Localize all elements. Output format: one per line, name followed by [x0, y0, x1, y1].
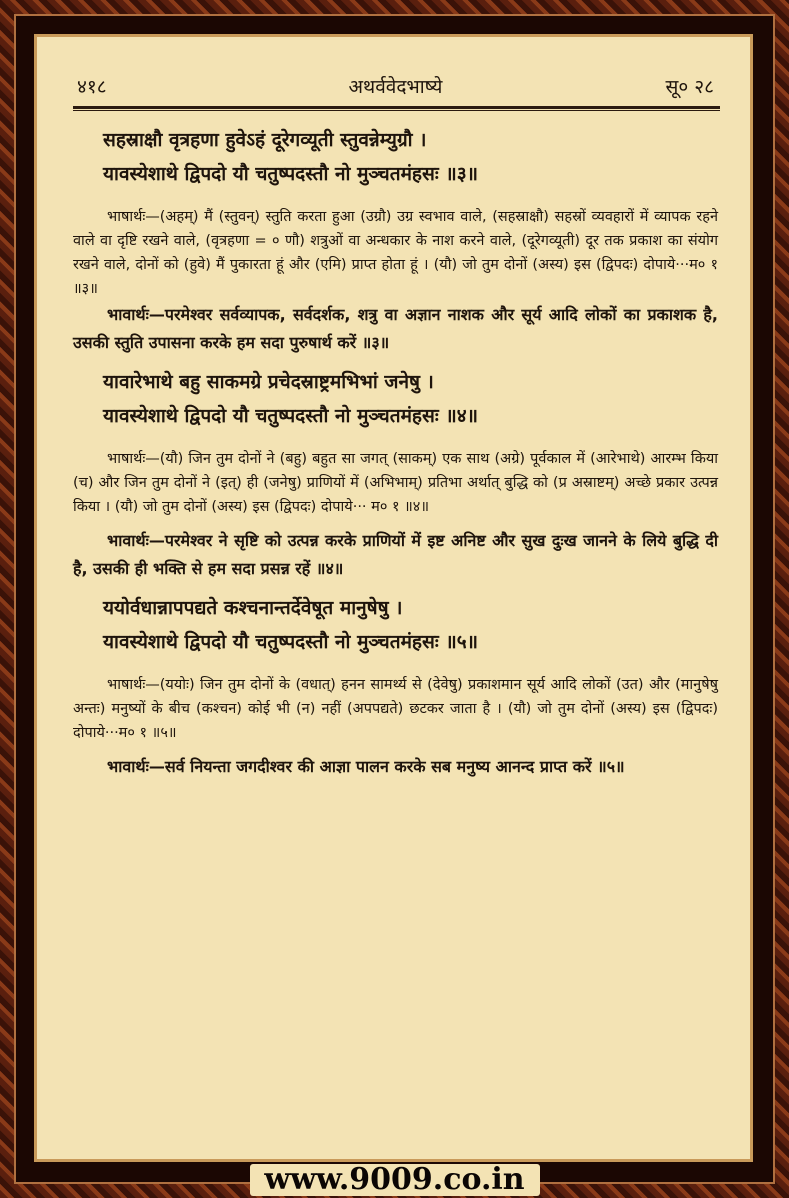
verse-5-line-1: ययोर्वधान्नापपद्यते कश्चनान्तर्देवेषूत मानुषेषु ।: [103, 597, 403, 619]
verse-4-line-1: यावारेभाथे बहु साकमग्रे प्रचेदस्राष्ट्रमभिभां जनेषु ।: [103, 371, 434, 393]
section-number: सू० २८: [665, 76, 714, 98]
book-page: [34, 34, 753, 1162]
page-number: ४१८: [77, 76, 107, 98]
translation-5: भाषार्थः—(ययोः) जिन तुम दोनों के (वधात्) हनन सामर्थ्य से (देवेषु) प्रकाशमान सूर्य आदि लोकों (उत) और (मानुषेषु अन्तः) मनुष्यों के बीच (कश्चन) कोई भी (न) नहीं (अपपद्यते) छटकर जाता है । (यौ) जो तुम दोनों (अस्य) इस (द्विपदः) दोपाये···म० १ ॥५॥: [73, 677, 718, 741]
page-body: [73, 123, 718, 781]
translation-3: भाषार्थः—(अहम्) मैं (स्तुवन्) स्तुति करता हुआ (उग्रौ) उग्र स्वभाव वाले, (सहस्राक्षौ) सहस्रों व्यवहारों में व्यापक रहने वाले वा दृष्टि रखने वाले, (वृत्रहणा = ० णौ) शत्रुओं वा अन्धकार के नाश करने वाले, (दूरेगव्यूती) दूर तक प्रकाश का संयोग रखने वाले, दोनों को (हुवे) मैं पुकारता हूं और (एमि) प्राप्त होता हूं । (यौ) जो तुम दोनों (अस्य) इस (द्विपदः) दोपाये···म० १ ॥३॥: [73, 209, 718, 297]
verse-4-line-2: यावस्येशाथे द्विपदो यौ चतुष्पदस्तौ नो मुञ्चतमंहसः ॥४॥: [103, 405, 478, 427]
meaning-5: भावार्थः—सर्व नियन्ता जगदीश्वर की आज्ञा पालन करके सब मनुष्य आनन्द प्राप्त करें ॥५॥: [107, 757, 625, 776]
book-title: अथर्ववेदभाष्ये: [348, 76, 443, 98]
website-watermark[interactable]: www.9009.co.in: [264, 1162, 525, 1197]
header-rule-thin: [73, 110, 720, 111]
verse-3-line-1: सहस्राक्षौ वृत्रहणा हुवेऽहं दूरेगव्यूती स्तुवन्नेम्युग्रौ ।: [103, 129, 427, 151]
verse-5-line-2: यावस्येशाथे द्विपदो यौ चतुष्पदस्तौ नो मुञ्चतमंहसः ॥५॥: [103, 631, 478, 653]
header-rule: [73, 106, 720, 109]
meaning-4: भावार्थः—परमेश्वर ने सृष्टि को उत्पन्न करके प्राणियों में इष्ट अनिष्ट और सुख दुःख जानने के लिये बुद्धि दी है, उसकी ही भक्ति से हम सदा प्रसन्न रहें ॥४॥: [73, 531, 718, 578]
meaning-3: भावार्थः—परमेश्वर सर्वव्यापक, सर्वदर्शक, शत्रु वा अज्ञान नाशक और सूर्य आदि लोकों का प्रकाशक है, उसकी स्तुति उपासना करके हम सदा पुरुषार्थ करें ॥३॥: [73, 305, 718, 352]
page-header: [77, 67, 714, 107]
verse-3-line-2: यावस्येशाथे द्विपदो यौ चतुष्पदस्तौ नो मुञ्चतमंहसः ॥३॥: [103, 163, 478, 185]
translation-4: भाषार्थः—(यौ) जिन तुम दोनों ने (बहु) बहुत सा जगत् (साकम्) एक साथ (अग्रे) पूर्वकाल में (आरेभाथे) आरम्भ किया (च) और जिन तुम दोनों ने (इत्) ही (जनेषु) प्राणियों में (अभिभाम्) प्रतिभा अर्थात् बुद्धि को (प्र अस्राष्टम्) अच्छे प्रकार उत्पन्न किया । (यौ) जो तुम दोनों (अस्य) इस (द्विपदः) दोपाये··· म० १ ॥४॥: [73, 451, 718, 515]
